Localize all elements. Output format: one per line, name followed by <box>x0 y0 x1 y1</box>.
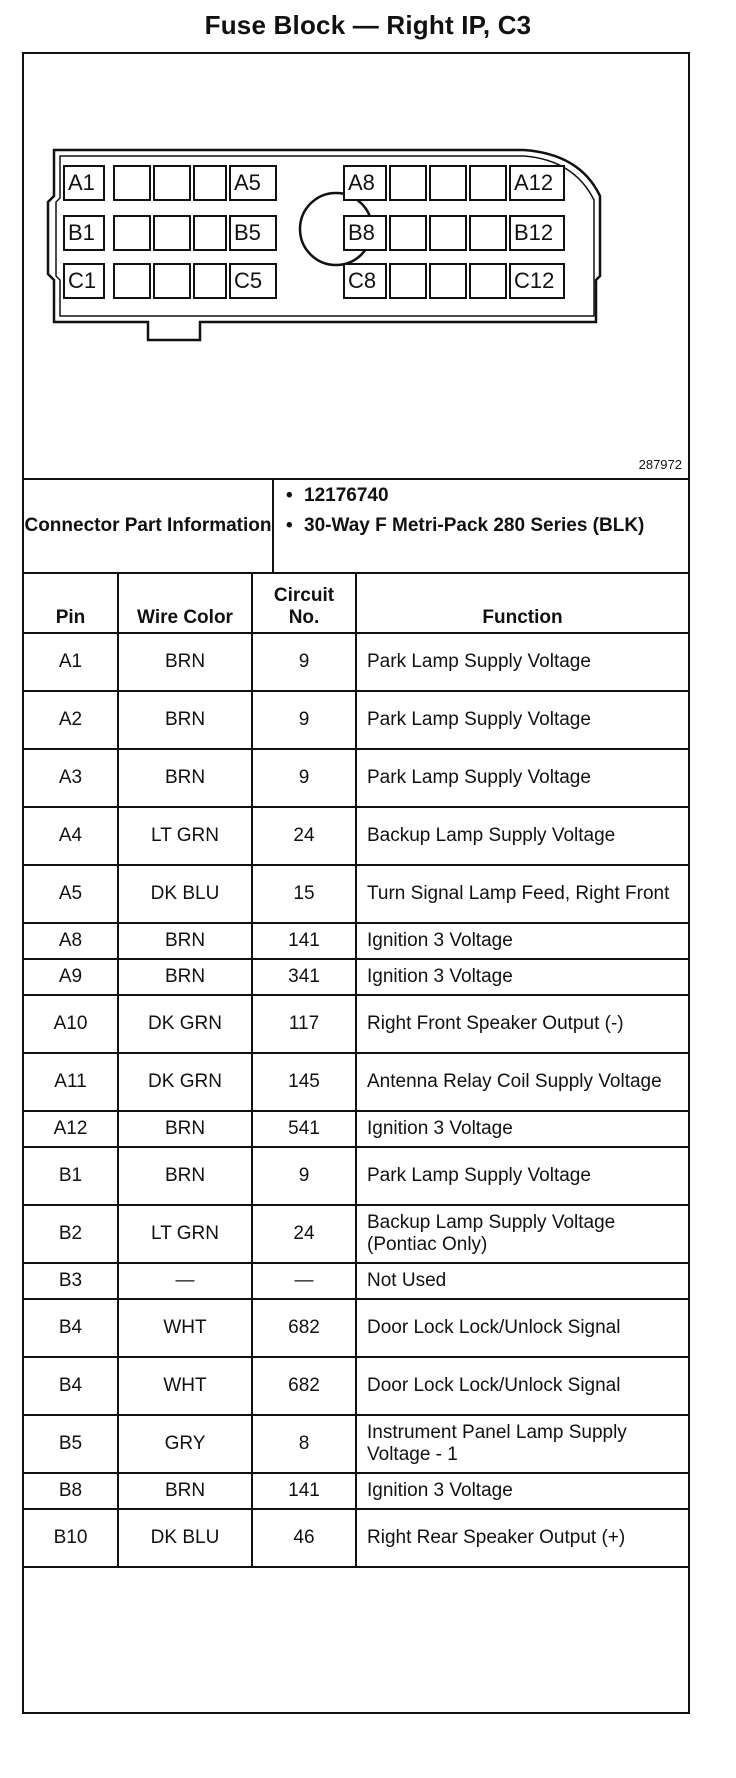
table-row <box>24 691 688 749</box>
cavity-label-c8: C8 <box>348 268 377 293</box>
connector-diagram <box>24 54 688 480</box>
circuit-cell: 682 <box>252 1357 356 1415</box>
connector-frame <box>22 52 690 1714</box>
cavity-a-left-4 <box>194 166 226 200</box>
cavity-label-c12: C12 <box>514 268 555 293</box>
table-row <box>24 1299 688 1357</box>
connector-info-label: Connector Part Information <box>24 480 274 572</box>
cavity-label-a5: A5 <box>234 170 261 195</box>
table-row <box>24 749 688 807</box>
circuit-cell: 341 <box>252 959 356 995</box>
circuit-cell: 9 <box>252 633 356 691</box>
cavity-a-right-3 <box>430 166 466 200</box>
pin-cell: A5 <box>24 865 118 923</box>
table-row <box>24 995 688 1053</box>
wire-color-cell: DK BLU <box>118 865 252 923</box>
circuit-cell: 9 <box>252 691 356 749</box>
figure-number: 287972 <box>638 457 682 472</box>
pin-cell: A11 <box>24 1053 118 1111</box>
pin-table-header <box>24 572 688 633</box>
header-circuit-no: Circuit No. <box>252 572 356 633</box>
function-cell: Antenna Relay Coil Supply Voltage <box>356 1053 688 1111</box>
cavity-c-left-2 <box>114 264 150 298</box>
cavity-c-right-3 <box>430 264 466 298</box>
function-cell: Right Front Speaker Output (-) <box>356 995 688 1053</box>
pin-cell: A9 <box>24 959 118 995</box>
table-row <box>24 1473 688 1509</box>
function-cell: Backup Lamp Supply Voltage (Pontiac Only) <box>356 1205 688 1263</box>
pin-cell: B4 <box>24 1357 118 1415</box>
function-cell: Door Lock Lock/Unlock Signal <box>356 1357 688 1415</box>
wire-color-cell: BRN <box>118 923 252 959</box>
wire-color-cell: BRN <box>118 749 252 807</box>
wire-color-cell: BRN <box>118 1111 252 1147</box>
pin-cell: A2 <box>24 691 118 749</box>
cavity-label-b1: B1 <box>68 220 95 245</box>
pin-cell: B2 <box>24 1205 118 1263</box>
table-row <box>24 1357 688 1415</box>
cavity-c-right-4 <box>470 264 506 298</box>
circuit-cell: 15 <box>252 865 356 923</box>
connector-description: • 30-Way F Metri-Pack 280 Series (BLK) <box>282 514 682 538</box>
cavity-a-left-3 <box>154 166 190 200</box>
cavity-label-c1: C1 <box>68 268 97 293</box>
cavity-b-left-4 <box>194 216 226 250</box>
pin-cell: A10 <box>24 995 118 1053</box>
cavity-c-left-3 <box>154 264 190 298</box>
function-cell: Ignition 3 Voltage <box>356 959 688 995</box>
wire-color-cell: BRN <box>118 633 252 691</box>
wire-color-cell: DK GRN <box>118 995 252 1053</box>
wire-color-cell: — <box>118 1263 252 1299</box>
function-cell: Turn Signal Lamp Feed, Right Front <box>356 865 688 923</box>
pin-cell: B1 <box>24 1147 118 1205</box>
pin-cell: A12 <box>24 1111 118 1147</box>
header-function: Function <box>356 572 688 633</box>
pin-table-body <box>24 633 688 1567</box>
pin-cell: B5 <box>24 1415 118 1473</box>
wire-color-cell: LT GRN <box>118 807 252 865</box>
function-cell: Park Lamp Supply Voltage <box>356 633 688 691</box>
cavity-b-left-2 <box>114 216 150 250</box>
header-pin: Pin <box>24 572 118 633</box>
function-cell: Ignition 3 Voltage <box>356 923 688 959</box>
circuit-cell: 141 <box>252 1473 356 1509</box>
cavity-label-b8: B8 <box>348 220 375 245</box>
cavity-label-b5: B5 <box>234 220 261 245</box>
cavity-c-right-2 <box>390 264 426 298</box>
pin-cell: B8 <box>24 1473 118 1509</box>
function-cell: Instrument Panel Lamp Supply Voltage - 1 <box>356 1415 688 1473</box>
cavity-a-left-2 <box>114 166 150 200</box>
wire-color-cell: GRY <box>118 1415 252 1473</box>
cavity-a-right-2 <box>390 166 426 200</box>
cavity-label-c5: C5 <box>234 268 263 293</box>
wire-color-cell: BRN <box>118 959 252 995</box>
cavity-b-left-3 <box>154 216 190 250</box>
function-cell: Park Lamp Supply Voltage <box>356 691 688 749</box>
circuit-cell: 541 <box>252 1111 356 1147</box>
pin-cell: B10 <box>24 1509 118 1567</box>
cavity-b-right-2 <box>390 216 426 250</box>
circuit-cell: 141 <box>252 923 356 959</box>
table-row <box>24 1509 688 1567</box>
function-cell: Not Used <box>356 1263 688 1299</box>
cavity-b-right-3 <box>430 216 466 250</box>
wire-color-cell: LT GRN <box>118 1205 252 1263</box>
circuit-cell: 682 <box>252 1299 356 1357</box>
function-cell: Right Rear Speaker Output (+) <box>356 1509 688 1567</box>
circuit-cell: — <box>252 1263 356 1299</box>
connector-part-info <box>24 480 688 574</box>
function-cell: Ignition 3 Voltage <box>356 1473 688 1509</box>
circuit-cell: 46 <box>252 1509 356 1567</box>
circuit-cell: 24 <box>252 807 356 865</box>
circuit-cell: 8 <box>252 1415 356 1473</box>
pin-cell: A8 <box>24 923 118 959</box>
cavity-label-a12: A12 <box>514 170 554 195</box>
header-wire-color: Wire Color <box>118 572 252 633</box>
wire-color-cell: BRN <box>118 691 252 749</box>
function-cell: Door Lock Lock/Unlock Signal <box>356 1299 688 1357</box>
table-row <box>24 923 688 959</box>
connector-info-values <box>282 484 682 544</box>
table-row <box>24 959 688 995</box>
pin-cell: B4 <box>24 1299 118 1357</box>
circuit-cell: 117 <box>252 995 356 1053</box>
table-row <box>24 865 688 923</box>
wire-color-cell: BRN <box>118 1147 252 1205</box>
cavity-label-b12: B12 <box>514 220 554 245</box>
circuit-cell: 9 <box>252 749 356 807</box>
part-number: • 12176740 <box>282 484 682 508</box>
table-row <box>24 1111 688 1147</box>
table-row <box>24 1415 688 1473</box>
pin-cell: A1 <box>24 633 118 691</box>
wire-color-cell: DK BLU <box>118 1509 252 1567</box>
pin-cell: A4 <box>24 807 118 865</box>
table-row <box>24 1147 688 1205</box>
function-cell: Park Lamp Supply Voltage <box>356 1147 688 1205</box>
pin-table <box>24 572 688 1568</box>
function-cell: Backup Lamp Supply Voltage <box>356 807 688 865</box>
cavity-label-a1: A1 <box>68 170 95 195</box>
circuit-cell: 24 <box>252 1205 356 1263</box>
cavity-c-left-4 <box>194 264 226 298</box>
function-cell: Ignition 3 Voltage <box>356 1111 688 1147</box>
table-row <box>24 633 688 691</box>
wire-color-cell: BRN <box>118 1473 252 1509</box>
table-row <box>24 807 688 865</box>
page-title: Fuse Block — Right IP, C3 <box>204 10 532 40</box>
cavity-label-a8: A8 <box>348 170 375 195</box>
cavity-b-right-4 <box>470 216 506 250</box>
table-row <box>24 1263 688 1299</box>
table-row <box>24 1205 688 1263</box>
function-cell: Park Lamp Supply Voltage <box>356 749 688 807</box>
table-row <box>24 1053 688 1111</box>
pin-cell: A3 <box>24 749 118 807</box>
connector-face-drawing <box>24 54 688 478</box>
circuit-cell: 9 <box>252 1147 356 1205</box>
pin-cell: B3 <box>24 1263 118 1299</box>
circuit-cell: 145 <box>252 1053 356 1111</box>
wire-color-cell: WHT <box>118 1357 252 1415</box>
cavity-a-right-4 <box>470 166 506 200</box>
wire-color-cell: WHT <box>118 1299 252 1357</box>
wire-color-cell: DK GRN <box>118 1053 252 1111</box>
